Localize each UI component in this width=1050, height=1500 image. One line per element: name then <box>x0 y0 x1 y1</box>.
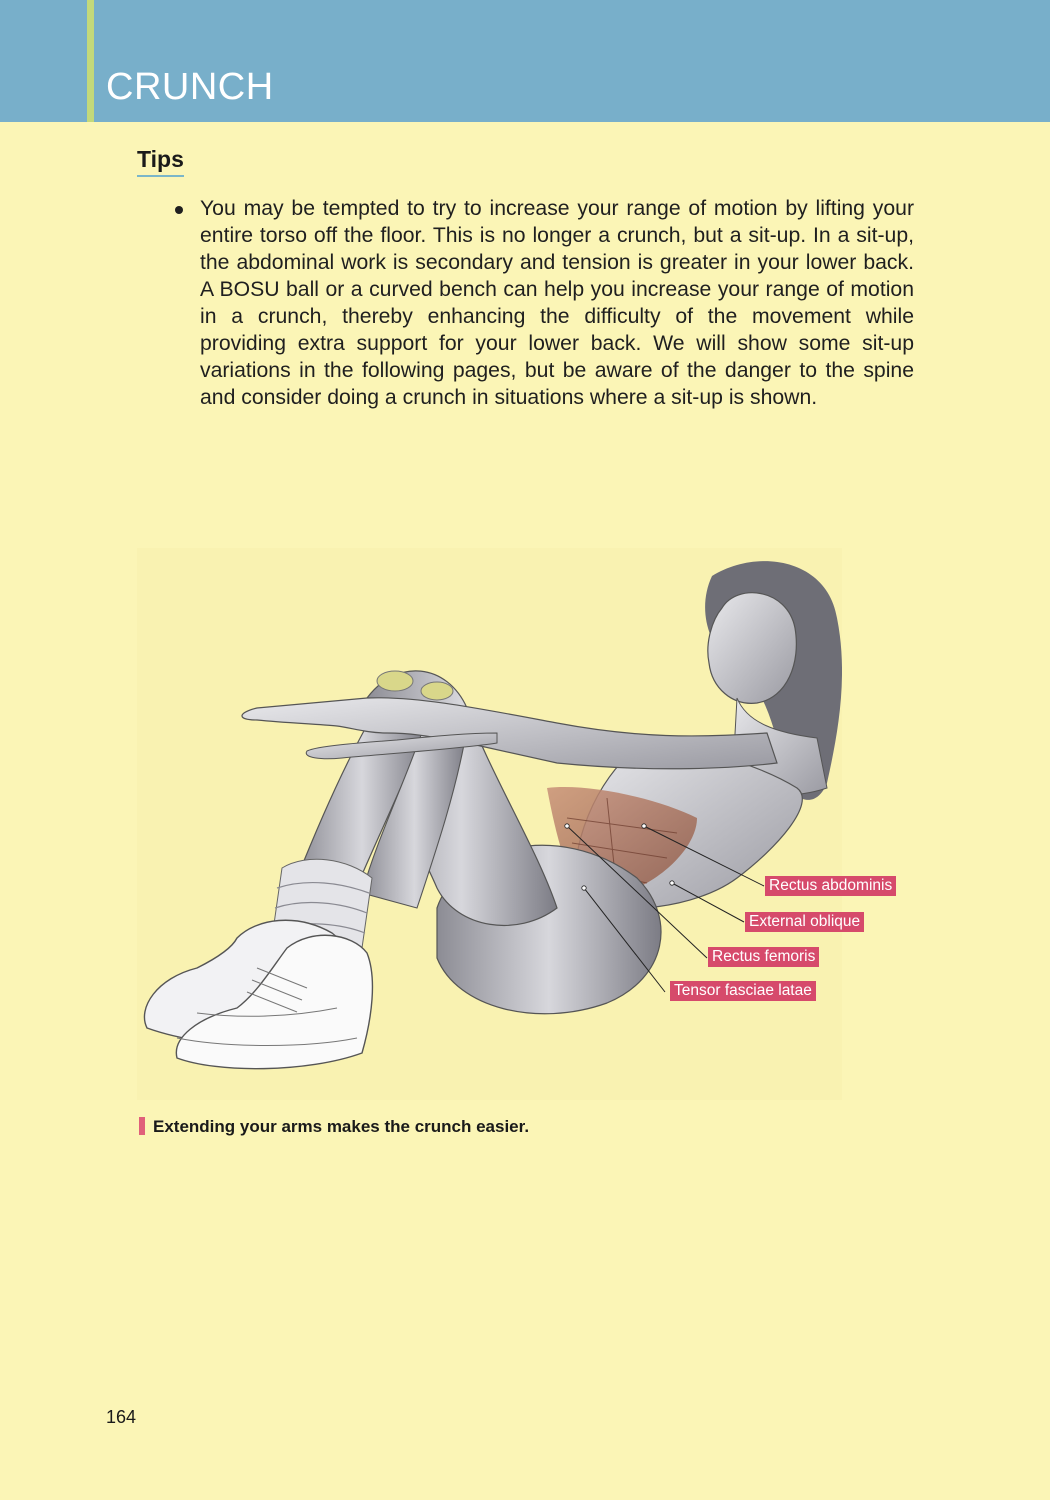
tip-text: You may be tempted to try to increase your range of motion by lifting your entire torso off the floor. This is no longer a crunch, but a sit-up. In a sit-up, the abdominal work is secondary and tension is greater in your lower back. A BOSU ball or a curved bench can help you increase your range of motion in a crunch, thereby enhancing the difficulty of the movement while providing extra support for your lower back. We will show some sit-up variations in the following pages, but be aware of the danger to the spine and consider doing a crunch in situations where a sit-up is shown. <box>200 197 914 409</box>
label-tensor-fasciae-latae: Tensor fasciae latae <box>670 981 816 1001</box>
figure-caption <box>139 1117 529 1137</box>
crunch-figure-drawing <box>137 548 842 1100</box>
caption-marker <box>139 1117 145 1135</box>
header-accent-stripe <box>87 0 94 122</box>
tip-item <box>172 195 914 411</box>
anatomy-illustration <box>137 548 842 1100</box>
tips-list <box>172 195 914 411</box>
page-title: CRUNCH <box>106 66 274 108</box>
label-rectus-femoris: Rectus femoris <box>708 947 819 967</box>
label-external-oblique: External oblique <box>745 912 864 932</box>
tips-heading: Tips <box>137 146 184 177</box>
label-rectus-abdominis: Rectus abdominis <box>765 876 896 896</box>
caption-text: Extending your arms makes the crunch easier. <box>153 1117 530 1136</box>
bullet-icon <box>175 206 183 214</box>
page-number: 164 <box>106 1407 137 1427</box>
